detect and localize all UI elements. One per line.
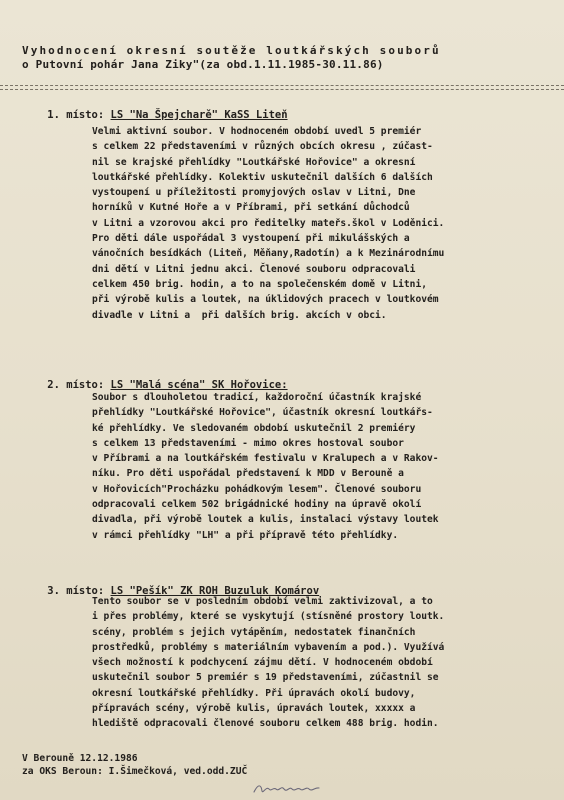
section-1-line: divadle v Litni a při dalších brig. akcích v obci.: [92, 309, 387, 321]
document-title-line-2: o Putovní pohár Jana Ziky"(za obd.1.11.1985-30.11.86): [22, 58, 384, 71]
document-title-line-1: Vyhodnocení okresní soutěže loutkářských souborů: [22, 44, 441, 57]
section-3-body: [92, 594, 532, 732]
section-2-line: v rámci přehlídky "LH" a při přípravě této přehlídky.: [92, 529, 399, 541]
handwritten-signature: [252, 780, 322, 796]
section-1-line: celkem 450 brig. hodin, a to na společenském domě v Litni,: [92, 278, 428, 290]
section-1-line: nil se krajské přehlídky "Loutkářské Hořovice" a okresní: [92, 156, 416, 168]
title-divider-upper: [0, 85, 564, 86]
section-3-line: scény, problém s jejich vytápěním, nedostatek finančních: [92, 626, 416, 638]
section-1-line: v Litni a vzorovou akci pro ředitelky mateřs.škol v Loděnici.: [92, 217, 445, 229]
section-1-line: s celkem 22 představeními v různých obcích okresu , zúčast-: [92, 141, 433, 153]
section-3-line: uskutečnil soubor 5 premiér s 19 představeními, zúčastnil se: [92, 672, 439, 684]
section-2-line: ké přehlídky. Ve sledovaném období uskutečnil 2 premiéry: [92, 422, 416, 434]
section-2-line: v Příbrami a na loutkářském festivalu v Kralupech a v Rakov-: [92, 453, 439, 465]
section-3-line: hlediště odpracovali členové souboru celkem 488 brig. hodin.: [92, 718, 439, 730]
section-3-line: přípravách scény, výrobě kulis, úpravách loutek, xxxxx a: [92, 703, 416, 715]
section-3-line: i přes problémy, které se vyskytují (stísněné prostory loutk.: [92, 611, 445, 623]
section-3-line: okresní loutkářské přehlídky. Při úpravách okolí budovy,: [92, 687, 416, 699]
section-1-line: Pro děti dále uspořádal 3 vystoupení při mikulášských a: [92, 233, 410, 245]
footer-date: V Berouně 12.12.1986: [22, 753, 138, 764]
section-1-line: při výrobě kulis a loutek, na úklidových pracech v loutkovém: [92, 294, 439, 306]
section-1-line: Velmi aktivní soubor. V hodnoceném období uvedl 5 premiér: [92, 126, 422, 137]
section-1-line: vystoupení u příležitosti promyjových oslav v Litni, Dne: [92, 187, 416, 199]
section-3-place: 3. místo:: [47, 585, 105, 597]
section-2-line: Soubor s dlouholetou tradicí, každoroční účastník krajské: [92, 392, 422, 403]
section-1-name: LS "Na Špejcharě" KaSS Liteň: [110, 109, 288, 121]
section-3-line: Tento soubor se v posledním období velmi zaktivizoval, a to: [92, 596, 433, 607]
section-2-line: s celkem 13 představeními - mimo okres hostoval soubor: [92, 437, 404, 449]
section-2-line: níku. Pro děti uspořádal představení k MDD v Berouně a: [92, 468, 404, 480]
section-1-place: 1. místo:: [47, 109, 105, 121]
section-2-place: 2. místo:: [47, 379, 105, 391]
section-3-line: všech možností k podchycení zájmu dětí. V hodnoceném období: [92, 657, 433, 669]
section-3-name: LS "Pešík" ZK ROH Buzuluk Komárov: [110, 585, 320, 597]
section-2-name: LS "Malá scéna" SK Hořovice:: [110, 379, 288, 391]
section-1-line: dni dětí v Litni jednu akci. Členové souboru odpracovali: [92, 263, 416, 275]
section-1-line: loutkářské přehlídky. Kolektiv uskutečnil dalších 6 dalších: [92, 171, 433, 183]
section-2-line: v Hořovicích"Procházku pohádkovým lesem". Členové souboru: [92, 483, 422, 495]
section-1-body: [92, 124, 532, 323]
section-2-line: přehlídky "Loutkářské Hořovice", účastník okresní loutkářs-: [92, 407, 433, 419]
section-3-line: prostředků, problémy s materiálním vybavením a pod.). Využívá: [92, 641, 445, 653]
section-2-line: odpracovali celkem 502 brigádnické hodiny na úpravě okolí: [92, 499, 422, 511]
section-1-line: horníků v Kutné Hoře a v Příbrami, při setkání důchodců: [92, 202, 410, 214]
section-2-line: divadla, při výrobě loutek a kulis, instalaci výstavy loutek: [92, 514, 439, 526]
title-divider-lower: [0, 89, 564, 90]
section-1-line: vánočních besídkách (Liteň, Měňany,Radotín) a k Mezinárodnímu: [92, 248, 445, 260]
footer-signatory: za OKS Beroun: I.Šimečková, ved.odd.ZUČ: [22, 766, 248, 777]
section-2-body: [92, 390, 532, 543]
